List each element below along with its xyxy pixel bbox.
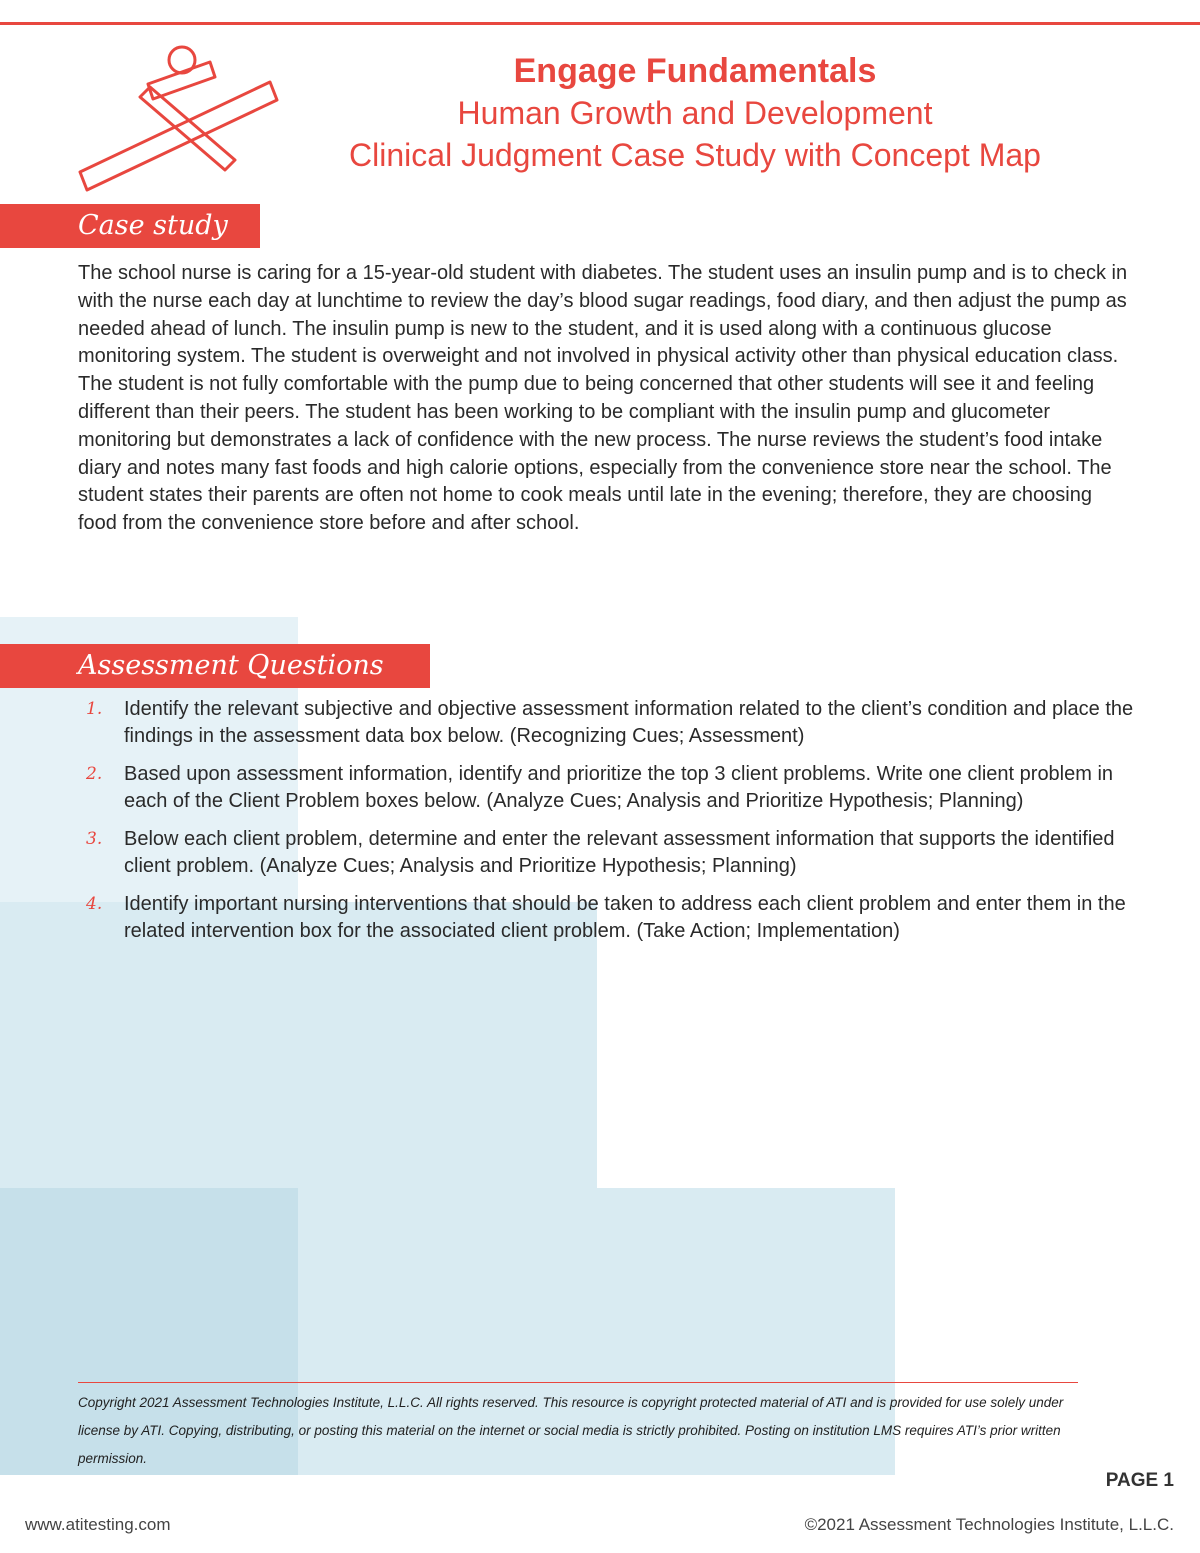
case-study-heading: Case study <box>0 204 260 248</box>
question-text: Identify the relevant subjective and objective assessment information related to the client’s condition and place the findings in the assessment data box below. (Recognizing Cues; Assessment) <box>124 698 1134 747</box>
question-text: Below each client problem, determine and enter the relevant assessment information that supports the identified client problem. (Analyze Cues; Analysis and Prioritize Hypothesis; Planning) <box>124 828 1115 877</box>
copyright-notice: Copyright 2021 Assessment Technologies Institute, L.L.C. All rights reserved. This resource is copyright protected material of ATI and is provided for use solely under license by ATI. Copying, distributing, or posting this material on the internet or social media is strictly prohibited. Posting on institution LMS requires ATI’s prior written permission. <box>78 1395 1064 1466</box>
top-rule <box>0 22 1200 25</box>
question-text: Based upon assessment information, identify and prioritize the top 3 client problems. Write one client problem in each of the Client Problem boxes below. (Analyze Cues; Analysis and Prioritize Hypothesis; Planning) <box>124 763 1114 812</box>
assessment-question <box>78 826 1138 880</box>
question-number: 2. <box>86 764 103 784</box>
document-subtitle: Human Growth and Development <box>457 95 933 131</box>
assessment-questions-heading: Assessment Questions <box>0 644 430 688</box>
footer-copyright: ©2021 Assessment Technologies Institute, L.L.C. <box>804 1515 1174 1534</box>
case-study-text: The school nurse is caring for a 15-year-old student with diabetes. The student uses an insulin pump and is to check in with the nurse each day at lunchtime to review the day’s blood sugar readings, food diary, and then adjust the pump as needed ahead of lunch. The insulin pump is new to the student, and it is used along with a continuous glucose monitoring system. The student is overweight and not involved in physical activity other than physical education class. The student is not fully comfortable with the pump due to being concerned that other students will see it and feeling different than their peers. The student has been working to be compliant with the insulin pump and glucometer monitoring but demonstrates a lack of confidence with the new process. The nurse reviews the student’s food intake diary and notes many fast foods and high calorie options, especially from the convenience store near the school. The student states their parents are often not home to cook meals until late in the evening; therefore, they are choosing food from the convenience store before and after school. <box>78 262 1128 535</box>
document-subtitle-2: Clinical Judgment Case Study with Concept Map <box>349 137 1041 173</box>
question-number: 3. <box>86 829 103 849</box>
question-number: 1. <box>86 699 103 719</box>
assessment-question <box>78 891 1138 945</box>
page-number: PAGE 1 <box>1105 1470 1174 1491</box>
assessment-question-list <box>78 696 1138 956</box>
footer-rule <box>78 1382 1078 1383</box>
assessment-question <box>78 761 1138 815</box>
question-text: Identify important nursing interventions that should be taken to address each client problem and enter them in the related intervention box for the associated client problem. (Take Action; Implementation) <box>124 893 1126 942</box>
website-link[interactable]: www.atitesting.com <box>25 1515 171 1534</box>
question-number: 4. <box>86 894 103 914</box>
document-title: Engage Fundamentals <box>513 52 877 90</box>
assessment-question <box>78 696 1138 750</box>
ati-figure-logo-icon <box>70 42 280 194</box>
document-titles <box>270 50 1120 176</box>
